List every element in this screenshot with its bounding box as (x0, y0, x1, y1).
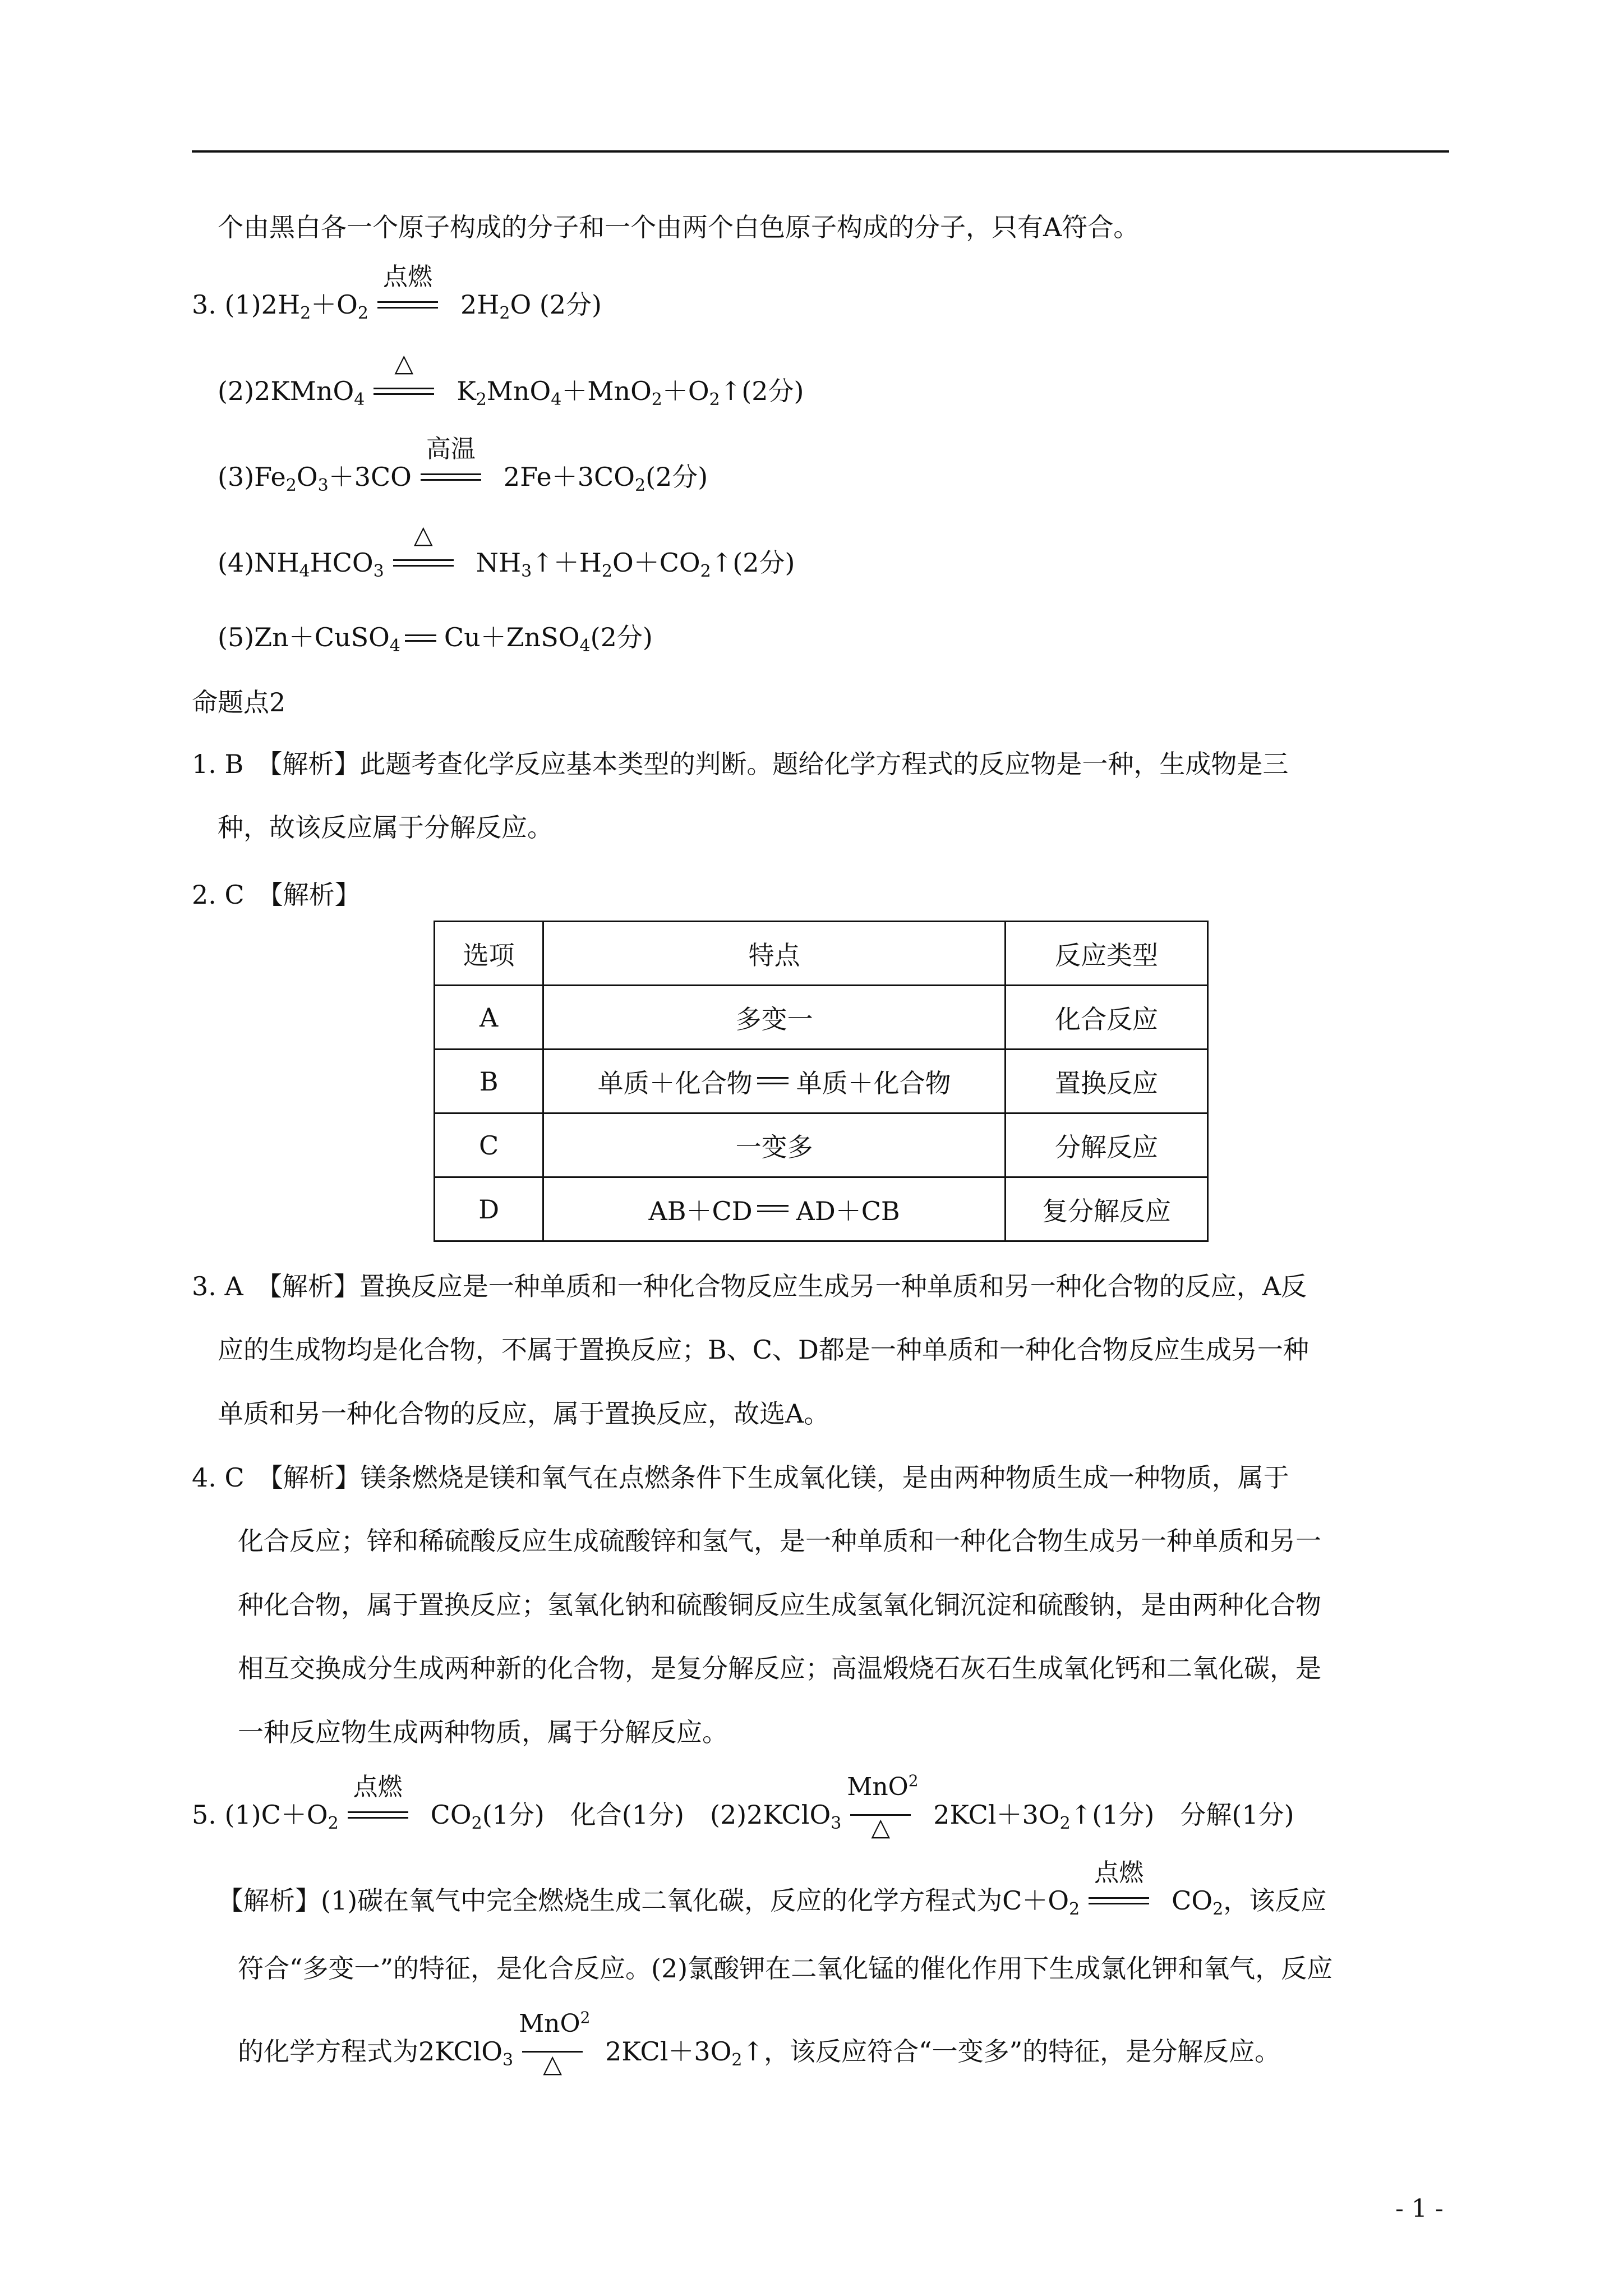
table-cell: AB＋CD AD＋CB (543, 1177, 1006, 1241)
text-line: 个由黑白各一个原子构成的分子和一个由两个白色原子构成的分子，只有A符合。 (218, 212, 1140, 242)
equation-3-5: (5)Zn＋CuSO$_4$ Cu＋ZnSO$_4$(2分) (218, 620, 653, 654)
condition-mno2-heat: MnO$^2$ △ (847, 1772, 919, 1842)
answer-5: 5. $(1)C+O_2$ 点燃 $CO_2(1$分) 化合(1分) (2)2KClO$_3$ MnO$^2$ △ $2KCl+3O_2↑(1$分) 分解(1分) (192, 1772, 1294, 1842)
table-cell: C (435, 1114, 543, 1177)
condition-mno2-heat: MnO$^2$ △ (519, 2008, 591, 2078)
text-line: 1. B 【解析】此题考查化学反应基本类型的判断。题给化学方程式的反应物是一种，生成物是三 (192, 749, 1289, 779)
text-line: 4. C 【解析】镁条燃烧是镁和氧气在点燃条件下生成氧化镁，是由两种物质生成一种物质，属于 (192, 1462, 1289, 1493)
text-line: 2. C 【解析】 (192, 880, 361, 910)
text-line: 种，故该反应属于分解反应。 (218, 812, 553, 843)
table-row (435, 986, 1208, 1050)
table-cell: 一变多 (543, 1114, 1006, 1177)
page-number: - 1 - (1395, 2194, 1444, 2223)
condition-heat: △ (390, 546, 457, 579)
table-row (435, 1050, 1208, 1114)
table-cell: 化合反应 (1005, 986, 1207, 1050)
condition-high-temp: 高温 (417, 460, 485, 494)
table-cell: 多变一 (543, 986, 1006, 1050)
section-heading: 命题点2 (192, 687, 286, 717)
table-row (435, 1114, 1208, 1177)
equation-3-3: $(3)Fe_2O_3+3CO$ 高温 $2Fe+3CO_2(2$分) (218, 435, 708, 495)
table-header-row (435, 922, 1208, 986)
text-line: 单质和另一种化合物的反应，属于置换反应，故选A。 (218, 1398, 830, 1429)
text-line: 一种反应物生成两种物质，属于分解反应。 (238, 1717, 728, 1747)
table-cell: 复分解反应 (1005, 1177, 1207, 1241)
table-cell: 单质＋化合物 单质＋化合物 (543, 1050, 1006, 1114)
reaction-type-table (434, 921, 1209, 1242)
table-cell: A (435, 986, 543, 1050)
table-header-cell: 特点 (543, 922, 1006, 986)
table-header-cell: 选项 (435, 922, 543, 986)
table-cell: B (435, 1050, 543, 1114)
explanation-line: 的化学方程式为2KClO$_3$ MnO$^2$ △ $2KCl+3O_2↑$，该反应符合“一变多”的特征，是分解反应。 (238, 2008, 1281, 2078)
equation-3-4: $(4)NH_4HCO_3$ △ $NH_3↑+H_2O+CO_2↑(2$分) (218, 521, 795, 581)
text-line: 符合“多变一”的特征，是化合反应。(2)氯酸钾在二氧化锰的催化作用下生成氯化钾和氧气，反应 (238, 1953, 1333, 1984)
equation-3-1: 3. $(1)2H_2+O_2$ 点燃 $2H_2O$ (2分) (192, 263, 602, 323)
text-line: 3. A 【解析】置换反应是一种单质和一种化合物反应生成另一种单质和另一种化合物的反应，A反 (192, 1271, 1307, 1301)
condition-ignite: 点燃 (344, 1798, 412, 1832)
condition-heat: △ (370, 374, 437, 408)
text-line: 种化合物，属于置换反应；氢氧化钠和硫酸铜反应生成氢氧化铜沉淀和硫酸钠，是由两种化合物 (238, 1590, 1321, 1620)
equation-3-2: (2)2KMnO$_4$ △ $K_2MnO_4+MnO_2+O_2↑(2$分) (218, 349, 804, 409)
condition-ignite: 点燃 (1085, 1884, 1152, 1917)
table-row (435, 1177, 1208, 1241)
equals-sign (403, 620, 439, 654)
table-cell: D (435, 1177, 543, 1241)
table-cell: 置换反应 (1005, 1050, 1207, 1114)
table-header-cell: 反应类型 (1005, 922, 1207, 986)
header-rule (192, 150, 1449, 153)
text-line: 应的生成物均是化合物，不属于置换反应；B、C、D都是一种单质和一种化合物反应生成另一种 (218, 1335, 1309, 1365)
condition-ignite: 点燃 (374, 288, 441, 321)
table-cell: 分解反应 (1005, 1114, 1207, 1177)
text-line: 化合反应；锌和稀硫酸反应生成硫酸锌和氢气，是一种单质和一种化合物生成另一种单质和另一 (238, 1526, 1321, 1556)
explanation-line: 【解析】(1)碳在氧气中完全燃烧生成二氧化碳，反应的化学方程式为$C+O_2$ 点燃 $CO_2$，该反应 (218, 1858, 1327, 1919)
text-line: 相互交换成分生成两种新的化合物，是复分解反应；高温煅烧石灰石生成氧化钙和二氧化碳，是 (238, 1653, 1321, 1683)
